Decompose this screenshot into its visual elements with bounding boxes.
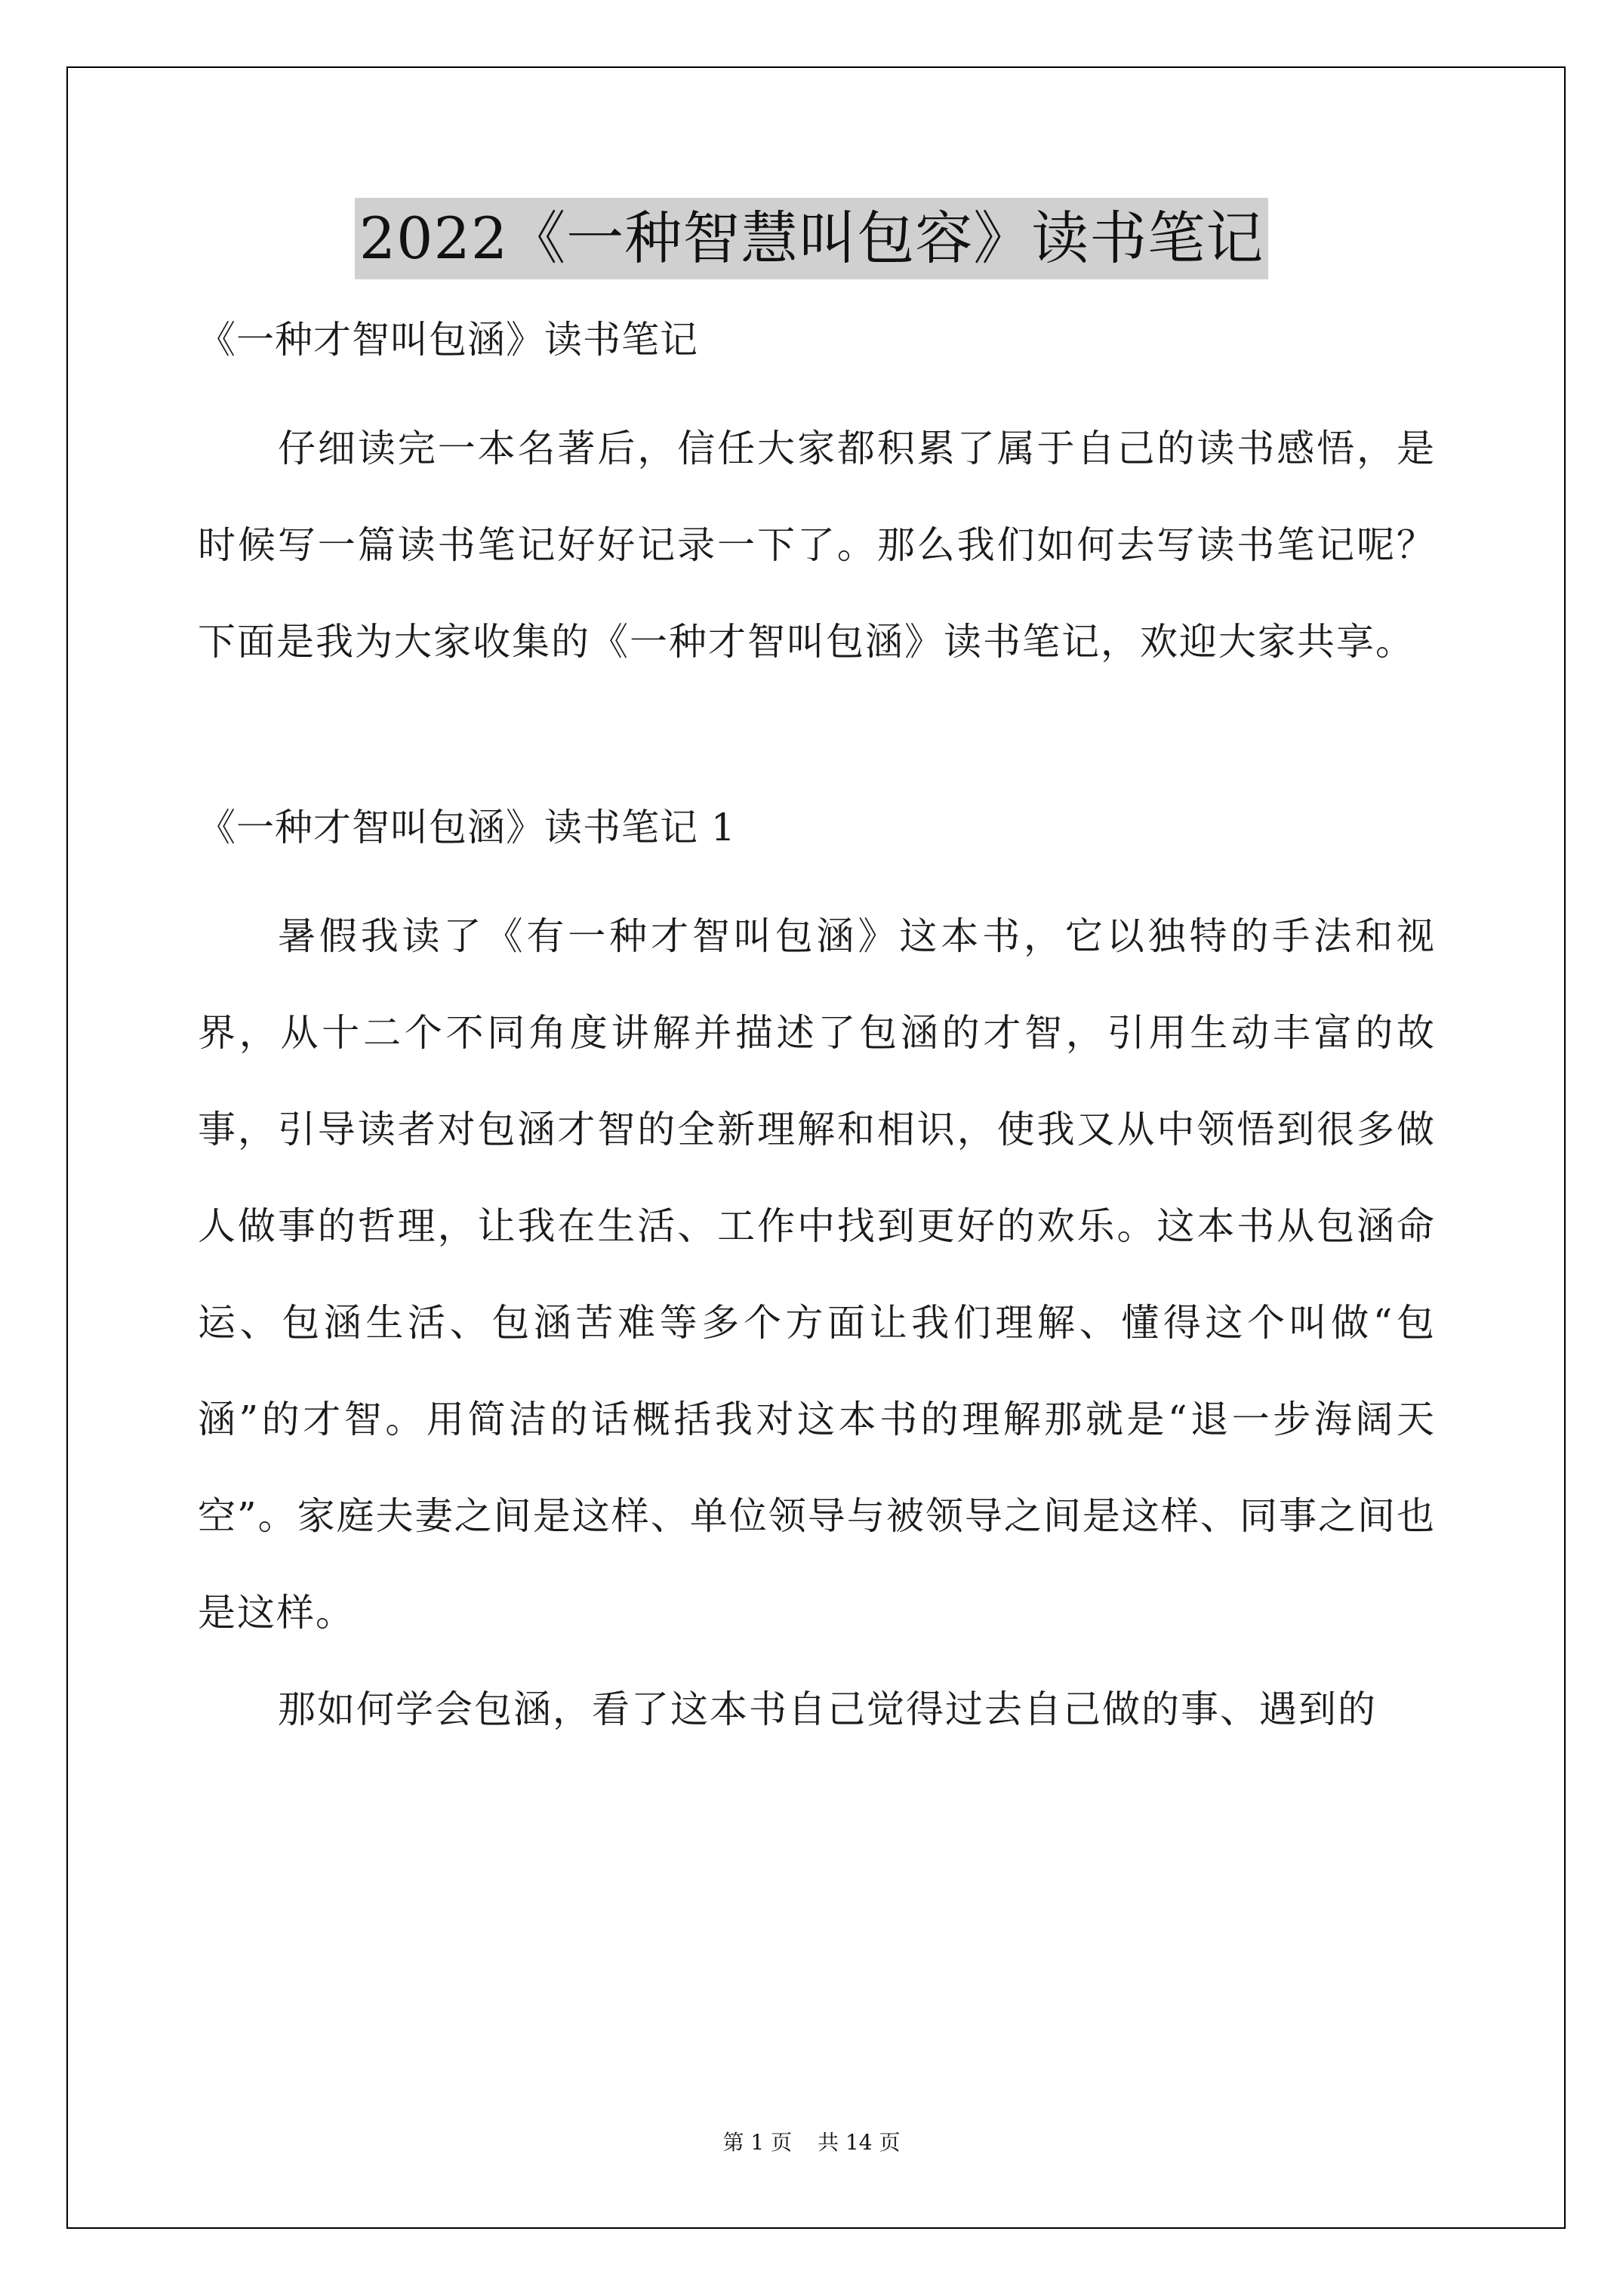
page-footer [0,2128,1623,2158]
page-number: 第 1 页 [722,2130,793,2155]
paragraph: 暑假我读了《有一种才智叫包涵》这本书，它以独特的手法和视界，从十二个不同角度讲解并描述了包涵的才智，引用生动丰富的故事，引导读者对包涵才智的全新理解和相识，使我又从中领悟到很多做人做事的哲理，让我在生活、工作中找到更好的欢乐。这本书从包涵命运、包涵生活、包涵苦难等多个方面让我们理解、懂得这个叫做“包涵”的才智。用简洁的话概括我对这本书的理解那就是“退一步海阔天空”。家庭夫妻之间是这样、单位领导与被领导之间是这样、同事之间也是这样。 [198,914,1436,1635]
paragraph: 仔细读完一本名著后，信任大家都积累了属于自己的读书感悟，是时候写一篇读书笔记好好记录一下了。那么我们如何去写读书笔记呢？下面是我为大家收集的《一种才智叫包涵》读书笔记，欢迎大家共享。 [198,427,1436,664]
document-body [198,302,1436,1758]
page-total: 共 14 页 [818,2130,901,2155]
section-intro [198,302,1436,690]
section-heading: 《一种才智叫包涵》读书笔记 1 [198,806,736,849]
section-note-1 [198,790,1436,1758]
document-title: 2022《一种智慧叫包容》读书笔记 [355,198,1268,279]
title-block [0,198,1623,279]
paragraph: 那如何学会包涵，看了这本书自己觉得过去自己做的事、遇到的 [278,1687,1377,1731]
section-heading: 《一种才智叫包涵》读书笔记 [198,318,698,362]
